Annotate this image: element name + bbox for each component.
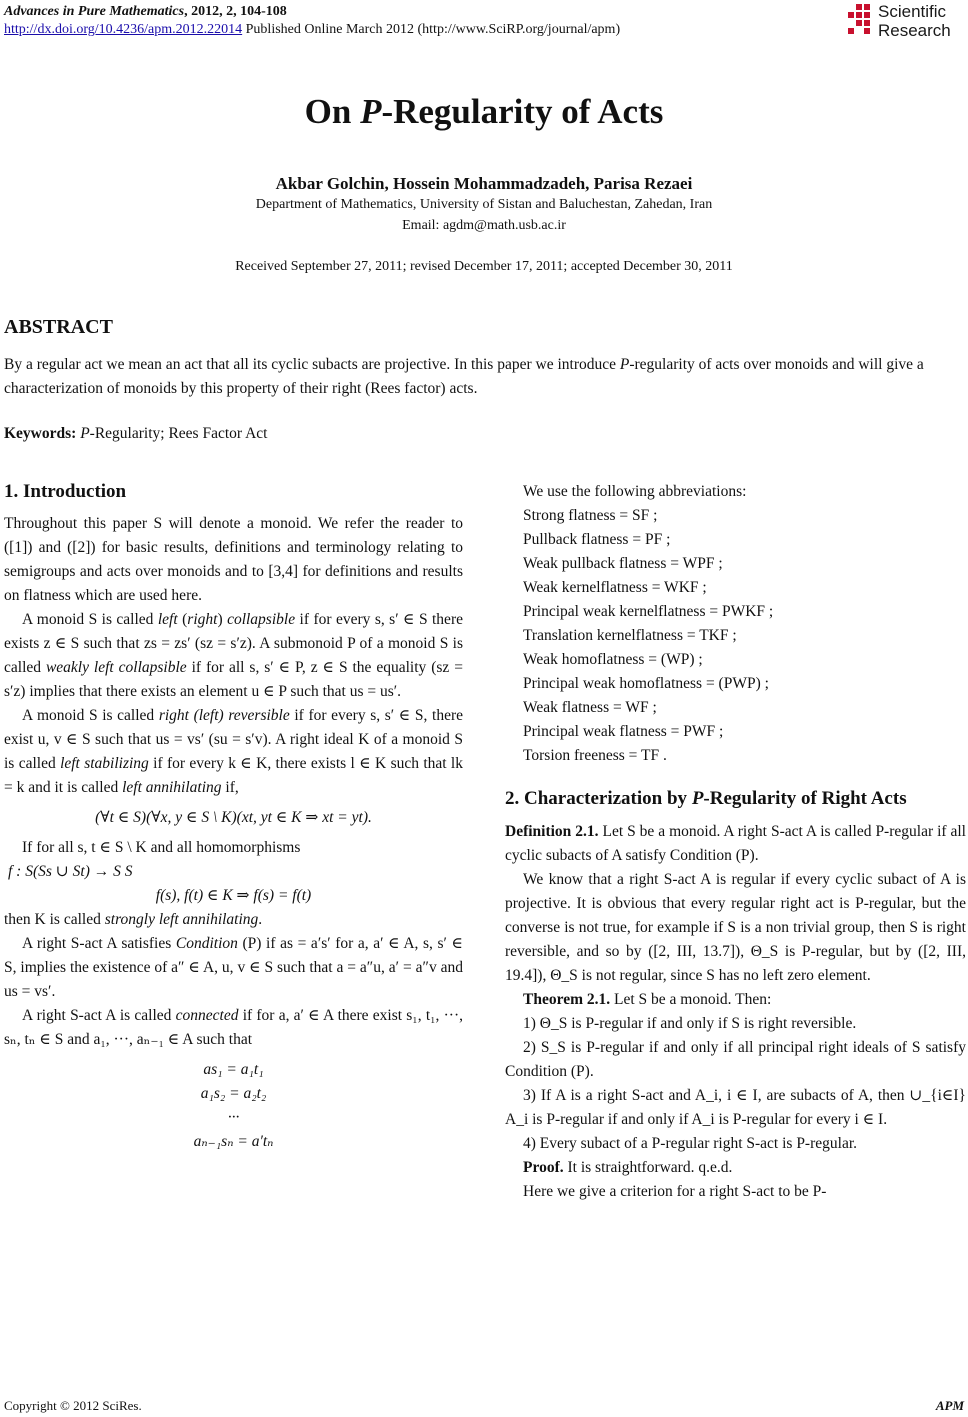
paper-title: On P-Regularity of Acts bbox=[304, 92, 664, 131]
theorem-item: 4) Every subact of a P-regular right S-act is P-regular. bbox=[523, 1135, 858, 1152]
abbreviation-intro: We use the following abbreviations: bbox=[523, 483, 747, 500]
paragraph: A right S-act A is called connected if for a, a′ ∈ A there exist s₁, t₁, ···, sₙ, tₙ ∈ S and a₁, ···, aₙ₋₁ ∈ A such that bbox=[4, 1007, 463, 1048]
paragraph: Throughout this paper S will denote a monoid. We refer the reader to ([1]) and ([2]) for basic results, definitions and terminology relating to semigroups and acts over monoids and to [3,4] for definitions and results on flatness which are used here. bbox=[4, 515, 463, 604]
abbreviation-item: Principal weak flatness = PWF ; bbox=[523, 723, 724, 740]
section-heading-characterization: 2. Characterization by P-Regularity of Right Acts bbox=[505, 788, 907, 809]
abbreviation-item: Weak kernelflatness = WKF ; bbox=[523, 579, 707, 596]
theorem-item: 2) S_S is P-regular if and only if all principal right ideals of S satisfy Condition (P). bbox=[505, 1039, 966, 1080]
proof: Proof. It is straightforward. q.e.d. bbox=[523, 1159, 733, 1176]
email: Email: agdm@math.usb.ac.ir bbox=[402, 218, 566, 233]
equation: (∀t ∈ S)(∀x, y ∈ S \ K)(xt, yt ∈ K ⇒ xt = yt). bbox=[95, 809, 372, 826]
paragraph: If for all s, t ∈ S \ K and all homomorphisms bbox=[22, 839, 301, 856]
journal-volume: , 2012, 2, 104-108 bbox=[184, 4, 287, 19]
keywords: Keywords: P-Regularity; Rees Factor Act bbox=[4, 425, 268, 442]
paragraph: Here we give a criterion for a right S-act to be P- bbox=[523, 1183, 827, 1200]
footer-journal: APM bbox=[935, 1398, 964, 1413]
abstract-heading: ABSTRACT bbox=[4, 316, 113, 338]
publisher-logo bbox=[844, 2, 964, 42]
paragraph: then K is called strongly left annihilating. bbox=[4, 911, 263, 928]
abbreviation-item: Weak flatness = WF ; bbox=[523, 699, 657, 716]
abbreviation-item: Principal weak homoflatness = (PWP) ; bbox=[523, 675, 769, 692]
doi-link[interactable]: http://dx.doi.org/10.4236/apm.2012.22014 bbox=[4, 22, 243, 37]
received-dates: Received September 27, 2011; revised December 17, 2011; accepted December 30, 2011 bbox=[235, 259, 733, 274]
equation: f : S(Ss ∪ St) → S S bbox=[8, 863, 133, 880]
paragraph: A monoid S is called left (right) collapsible if for every s, s′ ∈ S there exists z ∈ S such that zs = zs′ (sz = s′z). A submonoid P of a monoid S is called weakly left collapsible if for all s, s′ ∈ P, z ∈ S the equality (sz = s′z) implies that there exists an element u ∈ P such that us = us′. bbox=[4, 611, 463, 700]
section-heading-introduction: 1. Introduction bbox=[4, 481, 127, 502]
paragraph: A monoid S is called right (left) reversible if for every s, s′ ∈ S, there exist u, v ∈ S such that us = vs′ (su = s′v). A right ideal K of a monoid S is called left stabilizing if for every k ∈ K, there exists l ∈ K such that lk = k and it is called left annihilating if, bbox=[4, 707, 464, 796]
authors: Akbar Golchin, Hossein Mohammadzadeh, Parisa Rezaei bbox=[275, 174, 693, 193]
published-note: Published Online March 2012 (http://www.SciRP.org/journal/apm) bbox=[242, 22, 621, 37]
equation: as₁ = a₁t₁ bbox=[203, 1061, 264, 1078]
paragraph: We know that a right S-act A is regular if every cyclic subact of A is projective. It is obvious that every regular right act is P-regular, but the converse is not true, for example if S is a non trivial group, then S is right reversible, and so by ([2, III, 13.7]), Θ_S is P-regular, but by ([2, III, 19.4]), Θ_S is not regular, since S has no left zero element. bbox=[505, 871, 966, 984]
equation: a₁s₂ = a₂t₂ bbox=[200, 1085, 267, 1102]
abbreviation-item: Weak pullback flatness = WPF ; bbox=[523, 555, 723, 572]
abbreviation-item: Weak homoflatness = (WP) ; bbox=[523, 651, 703, 668]
journal-name: Advances in Pure Mathematics bbox=[4, 4, 185, 19]
abbreviation-item: Torsion freeness = TF . bbox=[523, 747, 667, 764]
theorem: Theorem 2.1. Let S be a monoid. Then: bbox=[523, 991, 772, 1008]
equation: ··· bbox=[227, 1109, 240, 1126]
abstract-text: By a regular act we mean an act that all its cyclic subacts are projective. In this paper we introduce P-regularity of acts over monoids and will give a characterization of monoids by this property of their right (Rees factor) acts. bbox=[4, 356, 924, 397]
abbreviation-item: Principal weak kernelflatness = PWKF ; bbox=[523, 603, 774, 620]
doi-line bbox=[4, 22, 620, 38]
logo-text: Scientific Research bbox=[878, 2, 951, 40]
theorem-item: 3) If A is a right S-act and A_i, i ∈ I, are subacts of A, then ∪_{i∈I} A_i is P-regular if and only if A_i is P-regular for every i ∈ I. bbox=[505, 1087, 966, 1128]
abbreviation-item: Strong flatness = SF ; bbox=[523, 507, 658, 524]
abbreviation-item: Pullback flatness = PF ; bbox=[523, 531, 671, 548]
paragraph: A right S-act A satisfies Condition (P) if as = a′s′ for a, a′ ∈ A, s, s′ ∈ S, implies the existence of a″ ∈ A, u, v ∈ S such that a = a″u, a′ = a″v and us = vs′. bbox=[4, 935, 463, 1000]
equation: aₙ₋₁sₙ = a′tₙ bbox=[193, 1133, 274, 1150]
journal-citation bbox=[4, 4, 287, 20]
left-column bbox=[4, 480, 463, 1154]
abbreviation-list bbox=[505, 480, 966, 768]
definition: Definition 2.1. Let S be a monoid. A right S-act A is called P-regular if all cyclic subacts of A satisfy Condition (P). bbox=[505, 823, 966, 864]
abbreviation-item: Translation kernelflatness = TKF ; bbox=[523, 627, 737, 644]
affiliation: Department of Mathematics, University of Sistan and Baluchestan, Zahedan, Iran bbox=[255, 197, 713, 212]
right-column bbox=[505, 480, 966, 1204]
footer-copyright: Copyright © 2012 SciRes. bbox=[4, 1398, 142, 1413]
equation: f(s), f(t) ∈ K ⇒ f(s) = f(t) bbox=[155, 887, 312, 904]
theorem-item: 1) Θ_S is P-regular if and only if S is right reversible. bbox=[523, 1015, 857, 1032]
